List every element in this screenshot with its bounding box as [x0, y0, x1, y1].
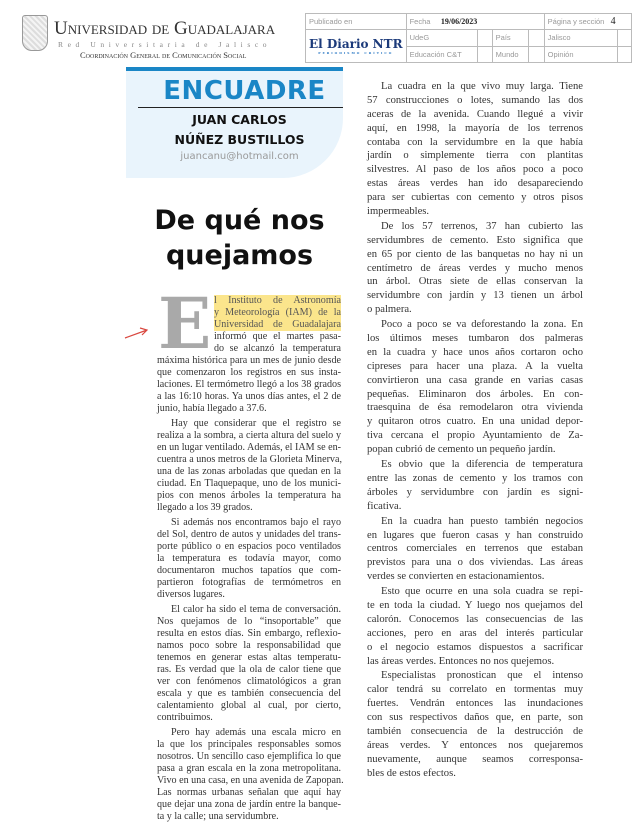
- text-line: también consecuencia de la destrucción de: [367, 725, 583, 737]
- text-line: nuevamente, aunque seamos corresponsa-: [367, 753, 583, 765]
- text-line: un árbol. Otras siete de ellas conservan la: [367, 276, 583, 288]
- author-line: NÚÑEZ BUSTILLOS: [174, 132, 305, 147]
- date-cell: [406, 14, 544, 30]
- text-line: contribuimos.: [157, 712, 213, 723]
- text-line: entre las zonas de cemento y los tramos con: [367, 472, 583, 484]
- text-line: calorón. Conocemos las consecuencias de las: [367, 613, 583, 625]
- section-checkbox: [477, 30, 492, 46]
- text-line: Poco a poco se va deforestando la zona. En: [381, 319, 583, 331]
- section-opinion: Opinión: [544, 46, 617, 62]
- text-line: Hay que considerar que el registro se: [171, 418, 341, 429]
- text-line: fuertes. Vendrán entonces las inundaciones: [367, 698, 583, 710]
- text-line: diversos lugares.: [157, 589, 225, 600]
- highlighted-text-line: y Meteorología (IAM) de la: [214, 307, 341, 318]
- text-line: realiza a la sombra, a cierta altura del suelo y: [157, 430, 341, 441]
- article-title: [126, 203, 343, 273]
- page-cell: [544, 14, 631, 30]
- text-line: árboles y servidumbre con jardín es signi-: [367, 486, 583, 498]
- text-line: ficativa.: [367, 500, 402, 512]
- text-line: resulta en estos días. Sin embargo, reflexio-: [157, 628, 341, 639]
- text-line: a las 16:10 horas. Ya unos días antes, el 2 de: [157, 391, 341, 402]
- text-line: impermeables.: [367, 206, 430, 218]
- text-line: pasa a gran escala en la zona metropolitana.: [157, 763, 341, 774]
- title-line: De qué nos: [154, 205, 325, 236]
- text-line: 57 construcciones o lotes, sumando las dos: [367, 94, 583, 106]
- text-line: traesquina de ésa remodelaron otra vivienda: [367, 402, 583, 414]
- text-line: las áreas verdes. Entonces no nos quejemos.: [367, 655, 555, 667]
- text-line: silvestres. Al paso de los años poco a poco: [367, 164, 583, 176]
- section-checkbox: [618, 30, 632, 46]
- text-line: acciones, pero en aras del interés particular: [367, 627, 583, 639]
- section-mundo: Mundo: [492, 46, 528, 62]
- text-line: en 65 por ciento de las banquetas no hay ni un: [367, 248, 583, 260]
- text-line: namos poco sobre la responsabilidad que: [157, 640, 341, 651]
- text-line: nosotros. Un sencillo caso ejemplifica lo que: [157, 751, 341, 762]
- date-value: 19/06/2023: [440, 17, 478, 27]
- paragraph: [367, 585, 583, 668]
- text-line: ras. Es verdad que la ola de calor tiene que: [157, 664, 341, 675]
- text-line: Esto que ocurre en una sola cuadra se repi-: [381, 586, 583, 598]
- text-line: centros comerciales en terrenos que estaban: [367, 543, 583, 555]
- highlighted-text-line: l Instituto de Astronomía: [214, 295, 341, 306]
- date-label: Fecha: [409, 17, 431, 27]
- text-line: laciones. El termómetro llegó a los 38 grados: [157, 379, 341, 390]
- newspaper-logo: [306, 30, 407, 63]
- text-line: De los 57 terrenos, 37 han cubierto las: [381, 220, 583, 232]
- text-line: junio, había llegado a 37.6.: [157, 403, 267, 414]
- author-name: [126, 110, 343, 150]
- text-line: cipreses para hacer una plaza. A la vuelta: [367, 360, 583, 372]
- text-line: cuentra a unos metros de la Glorieta Minerva,: [157, 454, 342, 465]
- text-line: ciudad. En Tlaquepaque, uno de los munici-: [157, 478, 341, 489]
- section-checkbox: [528, 46, 544, 62]
- paragraph: [157, 517, 341, 601]
- text-line: Si además nos encontramos bajo el rayo: [171, 517, 341, 528]
- text-line: o palmera.: [367, 304, 412, 316]
- text-line: del Sol, dentro de autos y unidades del trans-: [157, 529, 341, 540]
- text-line: El calor ha sido el tema de conversación.: [171, 604, 341, 615]
- text-line: la temperatura es todavía mayor, como: [157, 553, 341, 564]
- divider: [138, 107, 343, 108]
- paragraph: [157, 418, 341, 514]
- paragraph: [157, 727, 344, 823]
- text-line: porte público o en espacios poco ventilados: [157, 541, 341, 552]
- publication-info-table: [305, 13, 632, 63]
- text-line: centímetro de áreas verdes y mucho menos: [367, 262, 583, 274]
- text-line: previstos para una o dos viviendas. Las áreas: [367, 557, 583, 569]
- text-line: una de las zonas arboladas que quedan en la: [157, 466, 341, 477]
- section-pais: País: [492, 30, 528, 46]
- text-line: popan cubrió de cemento un pequeño jardín.: [367, 444, 556, 456]
- text-line: Nos quejamos de lo “insoportable” que: [157, 616, 341, 627]
- section-checkbox: [528, 30, 544, 46]
- text-line: Pero hay además una escala micro en: [171, 727, 341, 738]
- newspaper-tagline: PERIODISMO CRÍTICO: [318, 51, 394, 56]
- paragraph: [367, 80, 583, 219]
- text-line: llegado a los 39 grados.: [157, 502, 253, 513]
- text-line: convirtieron una casa grande en varias casas: [367, 374, 583, 386]
- text-line: servidumbres de cemento. Esto significa que: [367, 234, 583, 246]
- text-line: documentaron muchos tapatíos que com-: [157, 565, 341, 576]
- text-line: que dejar una zona de jardín entre la banque-: [157, 799, 341, 810]
- text-line: calentamiento global al cual, por cierto,: [157, 700, 341, 711]
- coordination-name: Coordinación General de Comunicación Social: [80, 50, 247, 60]
- text-line: do se alcanzó la temperatura: [214, 343, 341, 354]
- text-line: Vivo en una casa, en una avenida de Zapopan.: [157, 775, 344, 786]
- text-line: tenemos en generar estas altas temperatu-: [157, 652, 341, 663]
- paragraph: [367, 220, 583, 317]
- paragraph: [367, 318, 583, 457]
- text-line: en la cuadra y hace unos años cortaron ocho: [367, 346, 583, 358]
- drop-cap: E: [158, 293, 212, 355]
- text-line: y quitaron otros cuatro. En una unidad depor-: [367, 416, 583, 428]
- text-line: ta y la calle; una servidumbre.: [157, 811, 279, 822]
- text-line: La cuadra en la que vivo muy larga. Tiene: [381, 81, 583, 92]
- text-line: servidumbre con jardín y 13 tienen un árbol: [367, 290, 583, 302]
- section-educacion: Educación C&T: [406, 46, 477, 62]
- text-line: Las normas urbanas señalan que aquí hay: [157, 787, 341, 798]
- text-line: aquí, en 1998, la mayoría de los terrenos: [367, 122, 583, 134]
- column-name: ENCUADRE: [163, 76, 326, 106]
- text-line: máxima histórica para un mes de junio desde: [157, 355, 341, 366]
- text-line: que comenzaron los registros en sus insta-: [157, 367, 341, 378]
- university-name: Universidad de Guadalajara: [54, 18, 276, 39]
- text-line: ver con fenómenos climatológicos a gran: [157, 676, 341, 687]
- page-label: Página y sección: [547, 17, 605, 27]
- text-line: En la cuadra han puesto también negocios: [381, 515, 583, 527]
- article-column-right: [367, 80, 583, 782]
- text-line: pequeñas. Eliminaron dos árboles. En con-: [367, 388, 583, 400]
- article-column-left: [157, 295, 344, 826]
- text-line: los últimos meses tumbaron dos palmeras: [367, 333, 583, 345]
- paragraph: [367, 669, 583, 780]
- text-line: Es obvio que la diferencia de temperatura: [381, 459, 583, 471]
- published-in-label: Publicado en: [306, 14, 407, 30]
- text-line: áreas verdes. Y entonces nos quejaremos: [367, 739, 583, 751]
- text-line: para ser cubiertas con cemento y otros pisos: [367, 192, 583, 204]
- author-line: JUAN CARLOS: [192, 112, 287, 127]
- text-line: jardín o simplemente tierra con plantitas: [367, 150, 583, 162]
- text-line: bles de estos efectos.: [367, 767, 456, 779]
- text-line: partieron fotografías de termómetros en: [157, 577, 341, 588]
- text-line: estas áreas verdes han ido desapareciendo: [367, 178, 583, 190]
- title-line: quejamos: [165, 240, 314, 271]
- section-checkbox: [618, 46, 632, 62]
- text-line: la que los principales responsables somos: [157, 739, 341, 750]
- text-line: calor tendrá su correlato en tormentas muy: [367, 684, 583, 696]
- text-line: pios con menos árboles la temperatura ha: [157, 490, 341, 501]
- text-line: escala y que es también consecuencia del: [157, 688, 341, 699]
- page-value: 4: [610, 16, 616, 28]
- paragraph: [367, 515, 583, 584]
- text-line: en un lugar ventilado. Además, el IAM se en-: [157, 442, 341, 453]
- paragraph: [367, 458, 583, 514]
- text-line: verdes se convierten en estacionamientos.: [367, 571, 545, 583]
- section-checkbox: [477, 46, 492, 62]
- text-line: informó que el martes pasa-: [214, 331, 341, 342]
- newspaper-name: El Diario NTR: [309, 37, 403, 52]
- text-line: en lugares que fueron casas y han construido: [367, 529, 583, 541]
- text-line: contaba con la servidumbre en la que había: [367, 136, 583, 148]
- text-line: te en toda la ciudad. Y luego nos quejamos del: [367, 599, 583, 611]
- column-header-band: [126, 67, 343, 71]
- highlighted-text-line: Universidad de Guadalajara: [214, 319, 341, 330]
- section-jalisco: Jalisco: [544, 30, 617, 46]
- university-network: Red Universitaria de Jalisco: [58, 40, 272, 49]
- handwritten-arrow-icon: [124, 326, 150, 340]
- text-line: aceras de la avenida. Cuando llegué a vivir: [367, 108, 583, 120]
- text-line: Especialistas pronostican que el intenso: [381, 670, 583, 682]
- text-line: o el negocio estamos dispuestos a sacrificar: [367, 641, 583, 653]
- text-line: tiva cercana el propio Ayuntamiento de Za-: [367, 430, 583, 442]
- paragraph: [157, 604, 341, 724]
- text-line: con sus respectivos daños que, en parte, son: [367, 712, 583, 724]
- author-email: juancanu@hotmail.com: [180, 151, 299, 162]
- section-udeg: UdeG: [406, 30, 477, 46]
- paragraph: [157, 295, 341, 415]
- university-crest-logo: [22, 15, 48, 51]
